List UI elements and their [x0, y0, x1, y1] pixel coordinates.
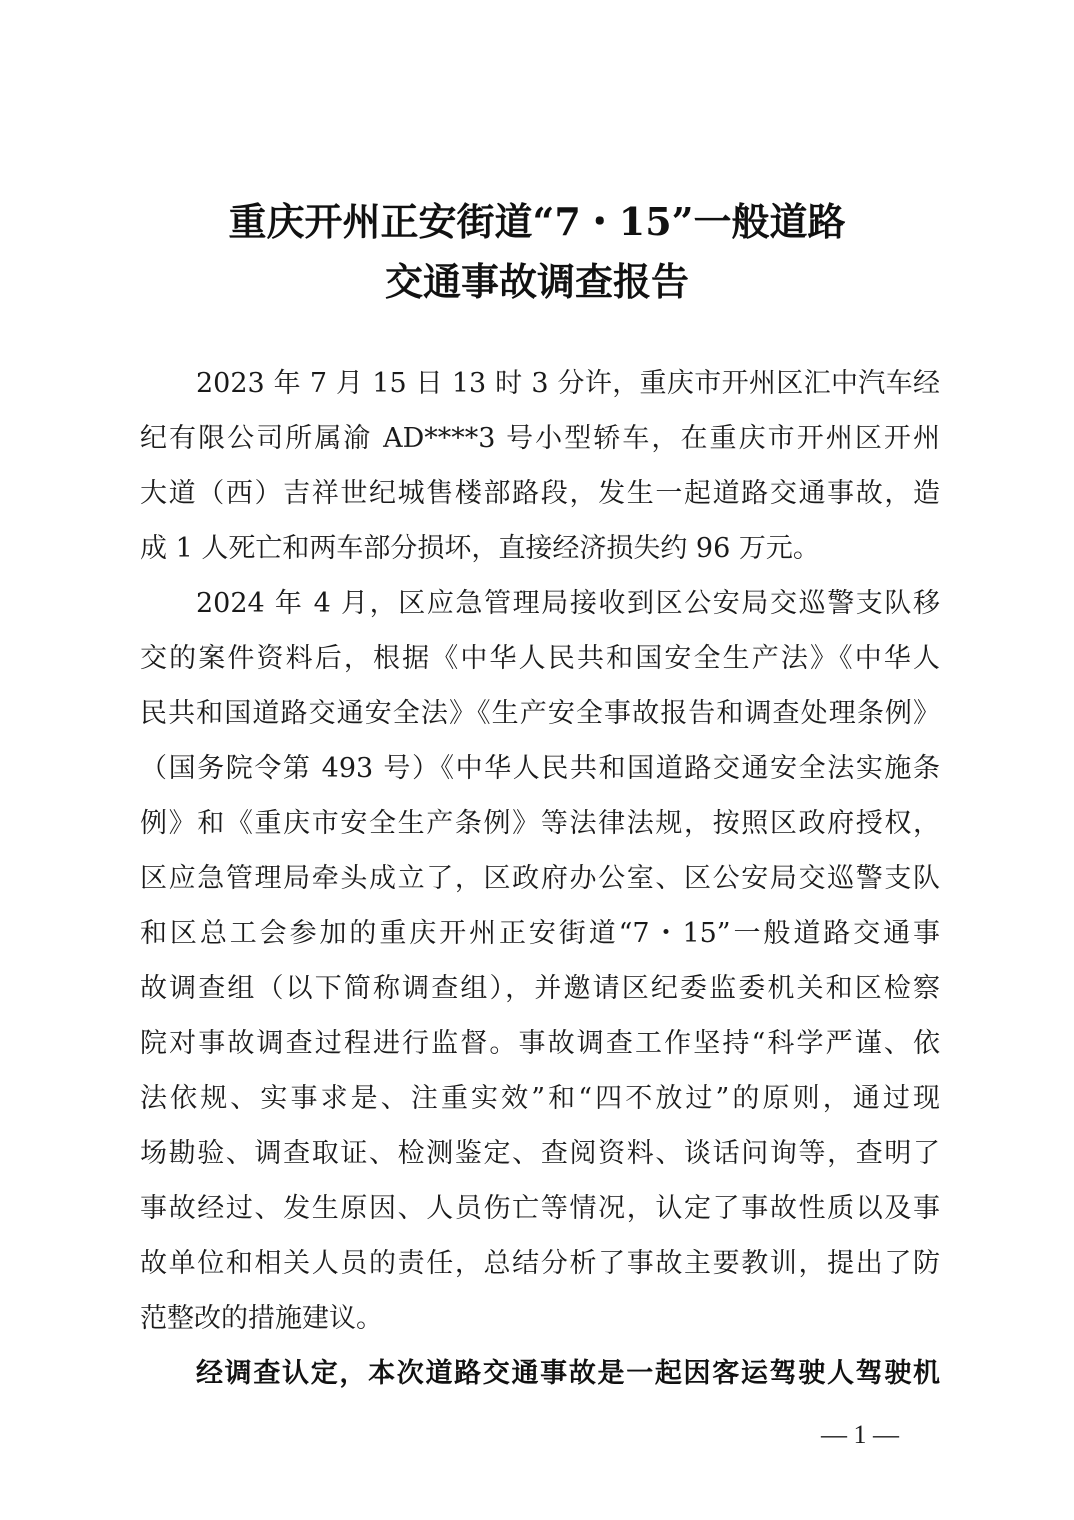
paragraph-line: 2023 年 7 月 15 日 13 时 3 分许，重庆市开州区汇中汽车经 [196, 368, 940, 399]
paragraph-line: 故调查组（以下简称调查组），并邀请区纪委监委机关和区检察 [140, 973, 940, 1004]
paragraph-line: 例》和《重庆市安全生产条例》等法律法规，按照区政府授权， [140, 808, 940, 839]
paragraph-line: 2024 年 4 月，区应急管理局接收到区公安局交巡警支队移 [196, 588, 940, 619]
paragraph-line: 范整改的措施建议。 [140, 1303, 383, 1334]
paragraph-line: 区应急管理局牵头成立了，区政府办公室、区公安局交巡警支队 [140, 863, 940, 894]
paragraph-line: 大道（西）吉祥世纪城售楼部路段，发生一起道路交通事故，造 [140, 478, 940, 509]
paragraph-line-bold: 经调查认定，本次道路交通事故是一起因客运驾驶人驾驶机 [196, 1358, 940, 1389]
paragraph-line: 场勘验、调查取证、检测鉴定、查阅资料、谈话问询等，查明了 [140, 1138, 940, 1169]
paragraph-line: 院对事故调查过程进行监督。事故调查工作坚持“科学严谨、依 [140, 1028, 940, 1059]
paragraph-line: 交的案件资料后，根据《中华人民共和国安全生产法》《中华人 [140, 643, 940, 674]
paragraph-line: 法依规、实事求是、注重实效”和“四不放过”的原则，通过现 [140, 1083, 940, 1114]
paragraph-line: 和区总工会参加的重庆开州正安街道“7・15”一般道路交通事 [140, 918, 940, 949]
report-title-line-1: 重庆开州正安街道“7・15”一般道路 [228, 199, 846, 244]
paragraph-line: （国务院令第 493 号）《中华人民共和国道路交通安全法实施条 [140, 753, 940, 784]
paragraph-line: 民共和国道路交通安全法》《生产安全事故报告和调查处理条例》 [140, 698, 940, 729]
paragraph-line: 事故经过、发生原因、人员伤亡等情况，认定了事故性质以及事 [140, 1193, 940, 1224]
page-number: — 1 — [821, 1420, 899, 1449]
report-title-line-2: 交通事故调查报告 [384, 259, 689, 304]
paragraph-line: 成 1 人死亡和两车部分损坏，直接经济损失约 96 万元。 [140, 533, 820, 564]
paragraph-line: 纪有限公司所属渝 AD****3 号小型轿车，在重庆市开州区开州 [140, 423, 940, 454]
paragraph-line: 故单位和相关人员的责任，总结分析了事故主要教训，提出了防 [140, 1248, 940, 1279]
